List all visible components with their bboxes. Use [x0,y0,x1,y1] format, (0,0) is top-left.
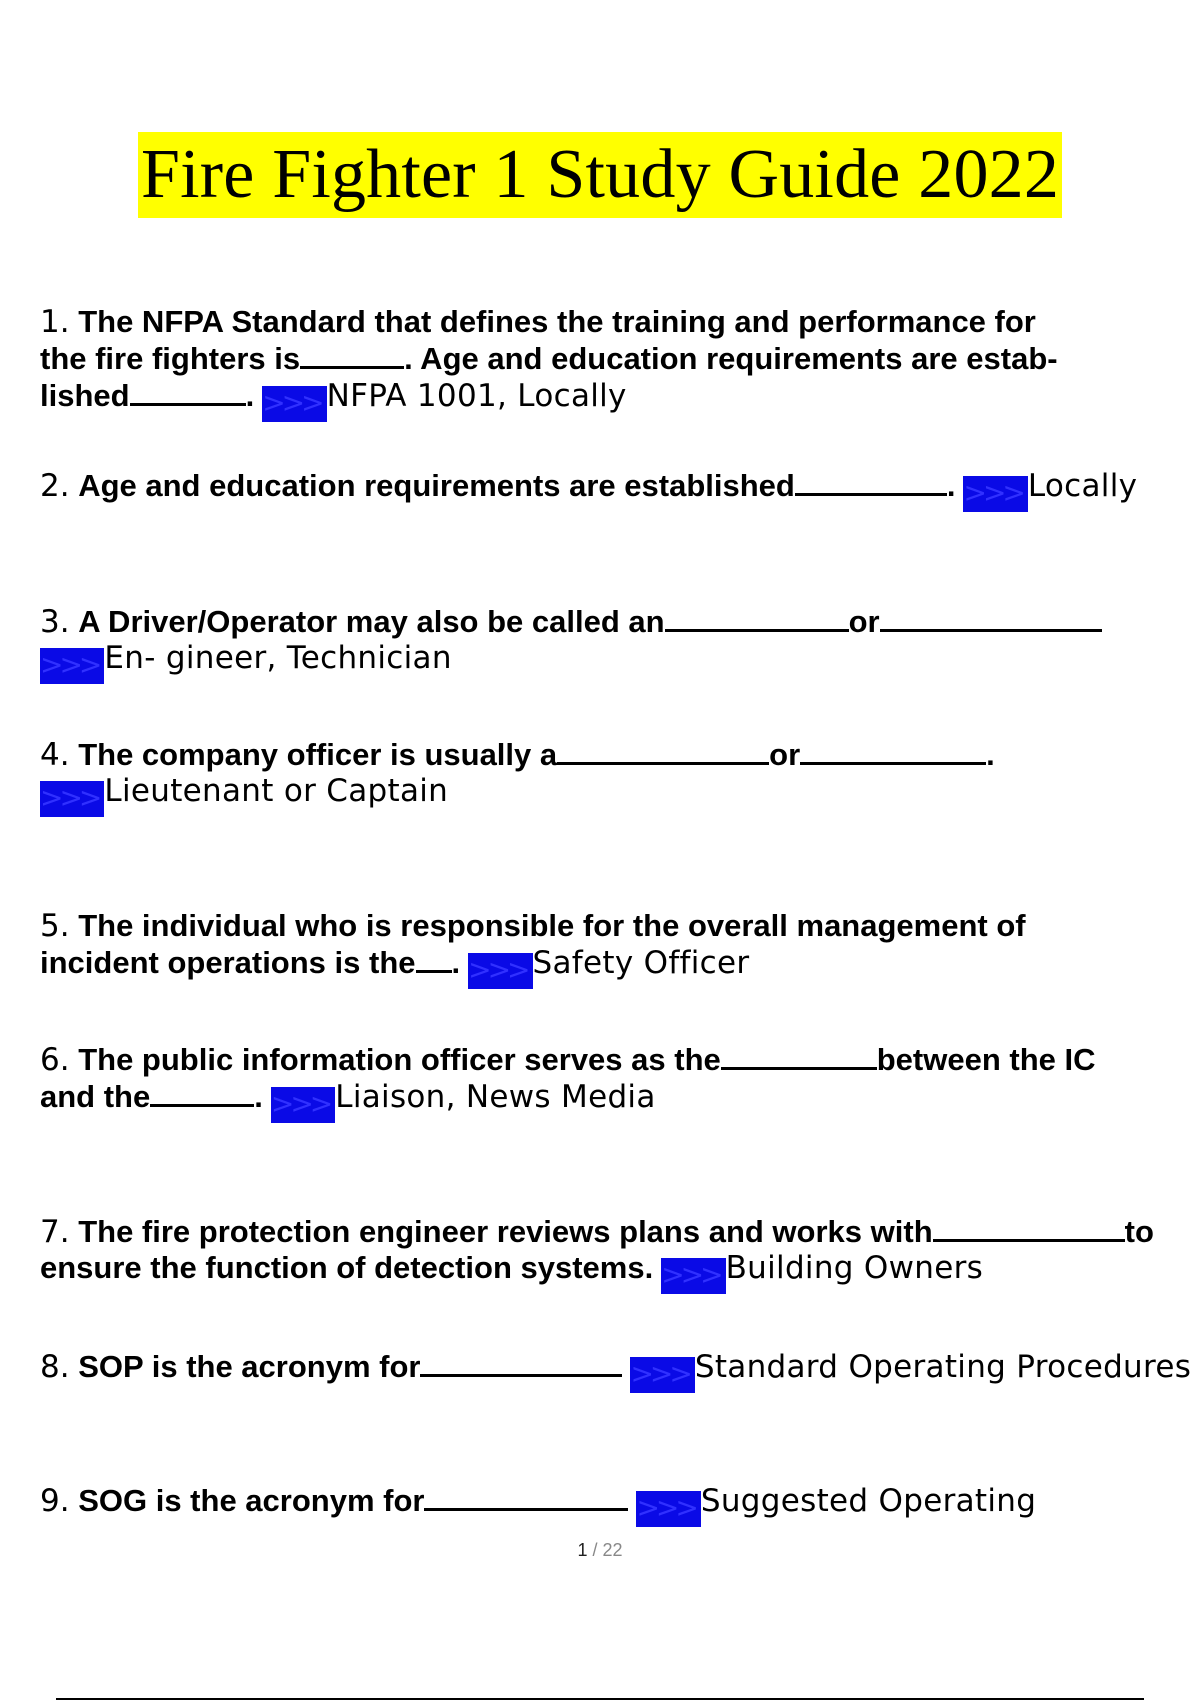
answer-text: Lieutenant or Captain [104,773,449,809]
answer-blank [420,1348,622,1377]
answer-blank [795,467,947,496]
question-number: 3. [40,604,70,640]
question-1 [40,304,1160,422]
question-text: The public information officer serves as the [78,1042,721,1077]
question-text: . [946,468,956,503]
question-text: . [451,945,461,980]
question-text: incident operations is the [40,945,416,980]
answer-blank [557,736,769,765]
answer-marker-icon: >>> [636,1491,700,1527]
answer-blank [880,603,1102,632]
question-text: or [848,604,880,639]
answer-text: Standard Operating Procedures [694,1349,1192,1385]
question-text: between the IC [876,1042,1096,1077]
question-2 [40,467,1160,512]
question-text: Age and education requirements are established [78,468,795,503]
answer-text: NFPA 1001, Locally [326,378,627,414]
question-text: The individual who is responsible for the overall management of [78,908,1026,943]
answer-marker-icon: >>> [262,386,326,422]
answer-marker-icon: >>> [40,648,104,684]
question-5 [40,908,1160,989]
answer-blank [130,377,246,406]
question-3 [40,603,1160,684]
answer-blank [150,1078,254,1107]
question-text: . [245,378,255,413]
answer-blank [933,1213,1125,1242]
question-text: The NFPA Standard that defines the training and performance for [78,304,1036,339]
page-current: 1 [577,1540,588,1560]
page-total: 22 [602,1540,623,1560]
question-text: A Driver/Operator may also be called an [78,604,665,639]
answer-blank [800,736,986,765]
question-text: or [769,737,801,772]
answer-marker-icon: >>> [661,1258,725,1294]
answer-text: Building Owners [725,1250,984,1286]
page-separator: / [587,1540,603,1560]
question-9 [40,1482,1160,1527]
question-number: 9. [40,1483,70,1519]
question-text: SOG is the acronym for [78,1483,425,1518]
question-text: to [1124,1214,1154,1249]
question-4 [40,736,1160,817]
title-wrap [0,132,1200,218]
question-text: . [986,737,995,772]
answer-blank [416,944,452,973]
question-text: the fire fighters is [40,341,301,376]
question-number: 6. [40,1042,70,1078]
question-text: . Age and education requirements are estab- [404,341,1058,376]
question-text: The company officer is usually a [78,737,558,772]
answer-blank [300,340,404,369]
question-text: lished [40,378,130,413]
question-number: 1. [40,304,70,340]
page-indicator [0,1540,1200,1561]
question-text: The fire protection engineer reviews plans and works with [78,1214,933,1249]
question-text: SOP is the acronym for [78,1349,421,1384]
question-number: 4. [40,737,70,773]
question-7 [40,1213,1160,1294]
question-6 [40,1041,1160,1123]
question-text: and the [40,1079,151,1114]
answer-blank [665,603,849,632]
answer-text: Locally [1027,468,1138,504]
answer-blank [424,1482,628,1511]
question-number: 5. [40,908,70,944]
question-number: 7. [40,1214,70,1250]
answer-marker-icon: >>> [630,1357,694,1393]
answer-text: En- gineer, Technician [104,640,452,676]
answer-text: Suggested Operating [700,1483,1037,1519]
answer-marker-icon: >>> [963,476,1027,512]
question-text: ensure the function of detection systems. [40,1250,654,1285]
document-title: Fire Fighter 1 Study Guide 2022 [138,132,1062,218]
answer-marker-icon: >>> [468,953,532,989]
question-number: 2. [40,468,70,504]
question-text: . [254,1079,263,1114]
answer-text: Liaison, News Media [335,1079,656,1115]
question-8 [40,1348,1192,1393]
question-number: 8. [40,1349,70,1385]
answer-text: Safety Officer [532,945,750,981]
answer-marker-icon: >>> [40,781,104,817]
answer-marker-icon: >>> [271,1087,335,1123]
answer-blank [721,1041,877,1070]
